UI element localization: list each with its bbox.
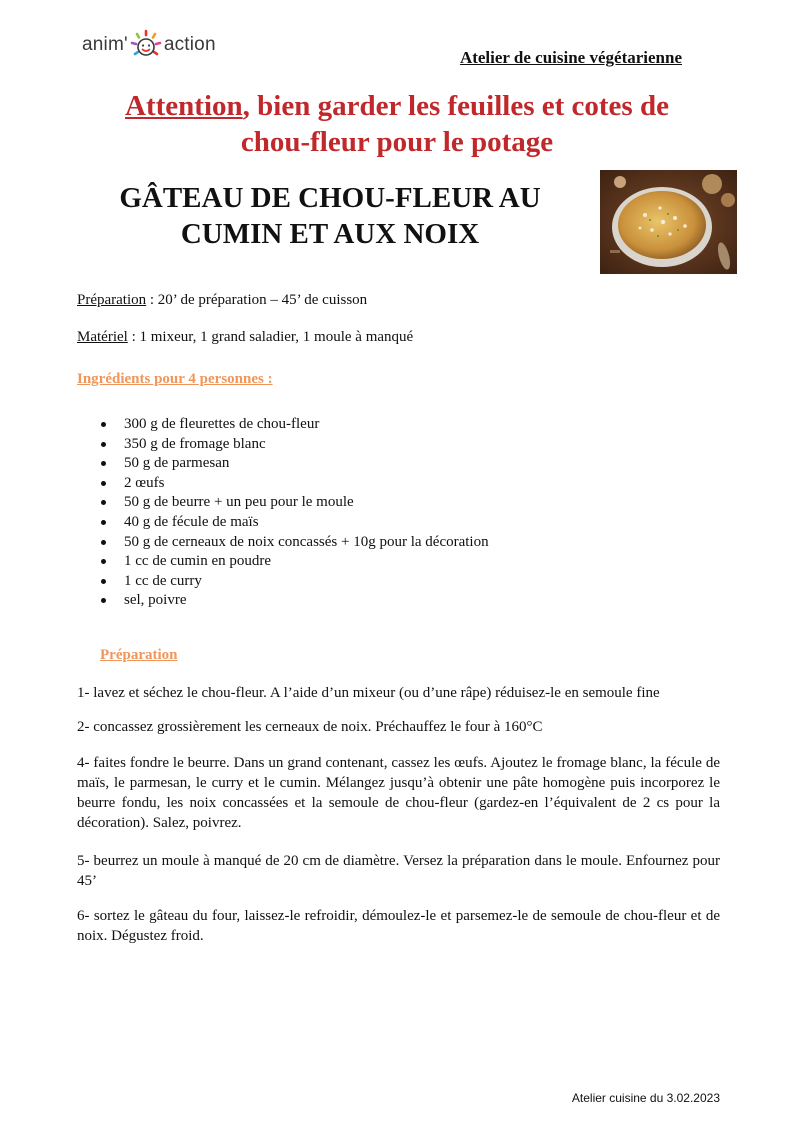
equipment-label: Matériel [77, 329, 128, 345]
logo-text-right: action [163, 34, 216, 55]
preparation-title: Préparation [100, 647, 178, 663]
list-item: 50 g de cerneaux de noix concassés + 10g pour la décoration [77, 532, 489, 552]
list-item: 1 cc de cumin en poudre [77, 551, 489, 571]
step-6: 6- sortez le gâteau du four, laissez-le refroidir, démoulez-le et parsemez-le de semoule de chou-fleur et de noix. Dégustez froid. [77, 908, 720, 944]
equipment [77, 327, 413, 347]
workshop-title: Atelier de cuisine végétarienne [459, 48, 682, 67]
list-item: 50 g de beurre + un peu pour le moule [77, 492, 489, 512]
recipe-title [60, 180, 600, 252]
step-5: 5- beurrez un moule à manqué de 20 cm de diamètre. Versez la préparation dans le moule. Enfournez pour 45’ [77, 853, 720, 889]
preparation-time-label: Préparation [77, 292, 147, 308]
list-item: 1 cc de curry [77, 571, 489, 591]
preparation-time-value: : 20’ de préparation – 45’ de cuisson [146, 292, 368, 308]
list-item: 50 g de parmesan [77, 453, 489, 473]
logo-text-left: anim' [82, 34, 128, 55]
list-item: sel, poivre [77, 590, 489, 610]
attention-line1: , bien garder les feuilles et cotes de [242, 90, 669, 122]
anim-action-logo [82, 28, 216, 62]
recipe-title-line1: GÂTEAU DE CHOU-FLEUR AU [119, 182, 541, 214]
step-4: 4- faites fondre le beurre. Dans un grand contenant, cassez les œufs. Ajoutez le fromage blanc, la fécule de maïs, le parmesan, le curry et le cumin. Mélangez jusqu’à obtenir une pâte homogène puis incorporez le beurre fondu, les noix concassées et la semoule de chou-fleur (gardez-en l’équivalent de 2 cs pour la décoration). Salez, poivrez. [77, 755, 720, 831]
smiley-sun-icon [129, 28, 163, 62]
footer-date: Atelier cuisine du 3.02.2023 [571, 1091, 720, 1105]
preparation-time [77, 290, 367, 310]
ingredients-list [77, 414, 489, 610]
recipe-title-line2: CUMIN ET AUX NOIX [180, 218, 480, 250]
ingredients-title: Ingrédients pour 4 personnes : [77, 371, 273, 387]
list-item: 2 œufs [77, 473, 489, 493]
list-item: 350 g de fromage blanc [77, 434, 489, 454]
list-item: 300 g de fleurettes de chou-fleur [77, 414, 489, 434]
step-1: 1- lavez et séchez le chou-fleur. A l’aide d’un mixeur (ou d’une râpe) réduisez-le en semoule fine [77, 685, 660, 701]
attention-word: Attention [125, 90, 243, 122]
step-2: 2- concassez grossièrement les cerneaux de noix. Préchauffez le four à 160°C [77, 719, 543, 735]
attention-notice [40, 88, 754, 160]
attention-line2: chou-fleur pour le potage [240, 126, 554, 158]
list-item: 40 g de fécule de maïs [77, 512, 489, 532]
equipment-value: : 1 mixeur, 1 grand saladier, 1 moule à manqué [127, 329, 414, 345]
cake-photo [600, 170, 737, 274]
